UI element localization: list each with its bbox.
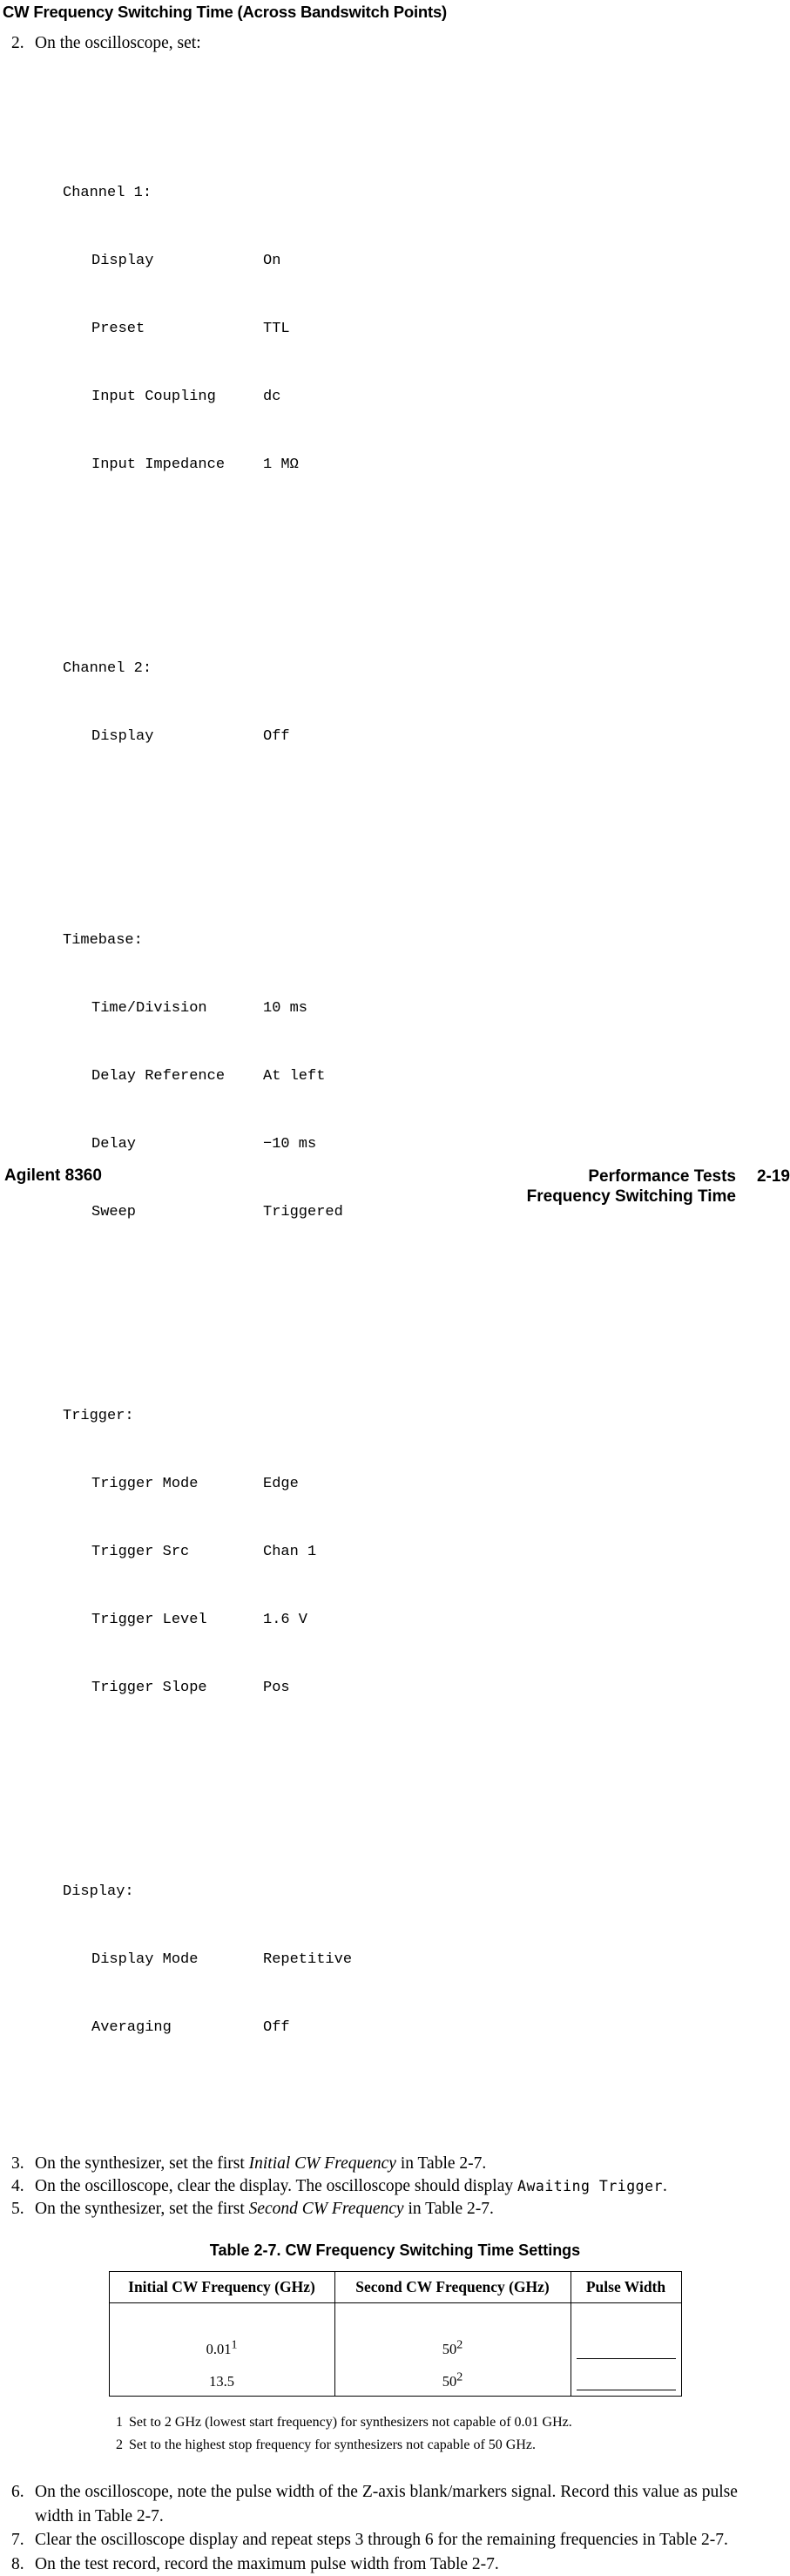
oscilloscope-settings-block [63, 69, 790, 2153]
setting-row [63, 2017, 790, 2039]
second-frequency-cell [334, 2303, 571, 2397]
step-4 [0, 2175, 790, 2198]
settings-group-title: Timebase: [63, 930, 790, 952]
setting-value: −10 ms [263, 1133, 316, 1156]
setting-row [63, 997, 790, 1020]
table-body-row [109, 2303, 681, 2397]
step-7 [0, 2528, 780, 2552]
initial-frequency-value-2 [113, 2373, 331, 2390]
second-frequency-value-1 [339, 2341, 567, 2358]
step-text: On the synthesizer, set the first [35, 2154, 249, 2173]
settings-group-channel1 [63, 137, 790, 522]
setting-key: Input Impedance [91, 454, 263, 477]
setting-value: Triggered [263, 1201, 343, 1224]
footer-page-number: 2-19 [736, 1166, 790, 1187]
footnote-marker: 2 [456, 2339, 463, 2352]
step-number: 3. [11, 2153, 24, 2175]
column-header-initial-cw-frequency: Initial CW Frequency (GHz) [109, 2272, 334, 2303]
page-title: CW Frequency Switching Time (Across Bandswitch Points) [3, 3, 790, 22]
setting-key: Display [91, 250, 263, 273]
setting-row [63, 1065, 790, 1088]
settings-group-title: Channel 2: [63, 658, 790, 680]
step-number: 7. [11, 2528, 24, 2552]
initial-frequency-value-1 [113, 2341, 331, 2358]
step-number: 8. [11, 2552, 24, 2576]
setting-row [63, 318, 790, 341]
setting-value: Pos [263, 1677, 290, 1700]
setting-key: Time/Division [91, 997, 263, 1020]
step-text: in Table 2-7. [396, 2154, 486, 2173]
step-2 [0, 32, 790, 55]
footnote-2 [116, 2434, 790, 2457]
settings-group-timebase [63, 884, 790, 1269]
step-8 [0, 2552, 780, 2576]
value-text: 13.5 [209, 2373, 234, 2390]
setting-value: On [263, 250, 280, 273]
setting-value: Repetitive [263, 1949, 352, 1971]
setting-row [63, 454, 790, 477]
setting-key: Delay Reference [91, 1065, 263, 1088]
oscilloscope-message-text: Awaiting Trigger [517, 2178, 663, 2194]
column-header-pulse-width: Pulse Width [571, 2272, 681, 2303]
setting-row [63, 386, 790, 409]
settings-group-title: Trigger: [63, 1405, 790, 1428]
step-5 [0, 2198, 790, 2221]
pulse-width-blank-1 [577, 2358, 676, 2359]
initial-frequency-cell [109, 2303, 334, 2397]
table-title: Table 2-7. CW Frequency Switching Time Settings [0, 2241, 790, 2260]
settings-group-display [63, 1836, 790, 2085]
steps-3-to-5 [0, 2153, 790, 2221]
footer-section-info [527, 1166, 790, 1207]
setting-key: Display [91, 726, 263, 748]
setting-value: Off [263, 726, 290, 748]
step-text: in Table 2-7. [404, 2200, 494, 2218]
emphasized-text: Second CW Frequency [249, 2200, 404, 2218]
step-number: 2. [11, 32, 24, 55]
setting-row [63, 1541, 790, 1564]
footnote-text: Set to 2 GHz (lowest start frequency) for synthesizers not capable of 0.01 GHz. [129, 2415, 572, 2430]
setting-row [63, 1677, 790, 1700]
step-3 [0, 2153, 790, 2175]
step-text: On the synthesizer, set the first [35, 2200, 249, 2218]
cw-frequency-settings-table [109, 2271, 682, 2397]
settings-group-title: Display: [63, 1881, 790, 1903]
pulse-width-cell [571, 2303, 681, 2397]
footnote-marker: 1 [231, 2339, 237, 2352]
setting-key: Trigger Slope [91, 1677, 263, 1700]
footer-section-title: Performance Tests [588, 1167, 736, 1186]
settings-group-trigger [63, 1360, 790, 1745]
setting-row [63, 1473, 790, 1496]
step-number: 6. [11, 2480, 24, 2505]
setting-key: Input Coupling [91, 386, 263, 409]
setting-value: 1.6 V [263, 1609, 307, 1632]
step-text: On the oscilloscope, clear the display. The oscilloscope should display [35, 2177, 517, 2195]
setting-value: dc [263, 386, 280, 409]
emphasized-text: Initial CW Frequency [249, 2154, 396, 2173]
settings-group-channel2 [63, 612, 790, 794]
setting-key: Delay [91, 1133, 263, 1156]
step-6 [0, 2480, 780, 2528]
step-text: On the test record, record the maximum pulse width from Table 2-7. [35, 2555, 499, 2573]
table-footnotes [116, 2411, 790, 2457]
setting-key: Averaging [91, 2017, 263, 2039]
setting-key: Preset [91, 318, 263, 341]
setting-row [63, 726, 790, 748]
setting-row [63, 1609, 790, 1632]
settings-group-title: Channel 1: [63, 182, 790, 205]
footer-subsection-title: Frequency Switching Time [527, 1187, 736, 1207]
column-header-second-cw-frequency: Second CW Frequency (GHz) [334, 2272, 571, 2303]
footnote-marker: 2 [456, 2371, 463, 2384]
footnote-text: Set to the highest stop frequency for synthesizers not capable of 50 GHz. [129, 2437, 536, 2452]
step-text: Clear the oscilloscope display and repeat steps 3 through 6 for the remaining frequencies in Table 2-7. [35, 2531, 728, 2549]
setting-value: TTL [263, 318, 290, 341]
footnote-1 [116, 2411, 790, 2434]
setting-key: Trigger Mode [91, 1473, 263, 1496]
table-header-row [109, 2272, 681, 2303]
setting-value: 1 MΩ [263, 454, 299, 477]
footnote-marker: 2 [116, 2437, 123, 2452]
step-text: On the oscilloscope, set: [35, 34, 201, 52]
setting-key: Display Mode [91, 1949, 263, 1971]
setting-row [63, 1949, 790, 1971]
document-page [0, 3, 790, 1211]
setting-value: At left [263, 1065, 325, 1088]
setting-key: Trigger Src [91, 1541, 263, 1564]
setting-value: Off [263, 2017, 290, 2039]
setting-value: 10 ms [263, 997, 307, 1020]
step-number: 5. [11, 2198, 24, 2221]
setting-row [63, 250, 790, 273]
setting-key: Sweep [91, 1201, 263, 1224]
step-number: 4. [11, 2175, 24, 2198]
value-text: 50 [442, 2341, 457, 2357]
step-text: On the oscilloscope, note the pulse width of the Z-axis blank/markers signal. Record this value as pulse width in Table 2-7. [35, 2483, 738, 2525]
setting-value: Chan 1 [263, 1541, 316, 1564]
value-text: 50 [442, 2373, 457, 2390]
page-footer [4, 1166, 790, 1207]
setting-key: Trigger Level [91, 1609, 263, 1632]
second-frequency-value-2 [339, 2373, 567, 2390]
footnote-marker: 1 [116, 2415, 123, 2430]
footer-section-title-line [527, 1166, 790, 1187]
steps-6-to-8 [0, 2480, 780, 2576]
setting-row [63, 1133, 790, 1156]
footer-product-name: Agilent 8360 [4, 1166, 102, 1207]
setting-value: Edge [263, 1473, 299, 1496]
step-text: . [663, 2177, 667, 2195]
value-text: 0.01 [206, 2341, 232, 2357]
